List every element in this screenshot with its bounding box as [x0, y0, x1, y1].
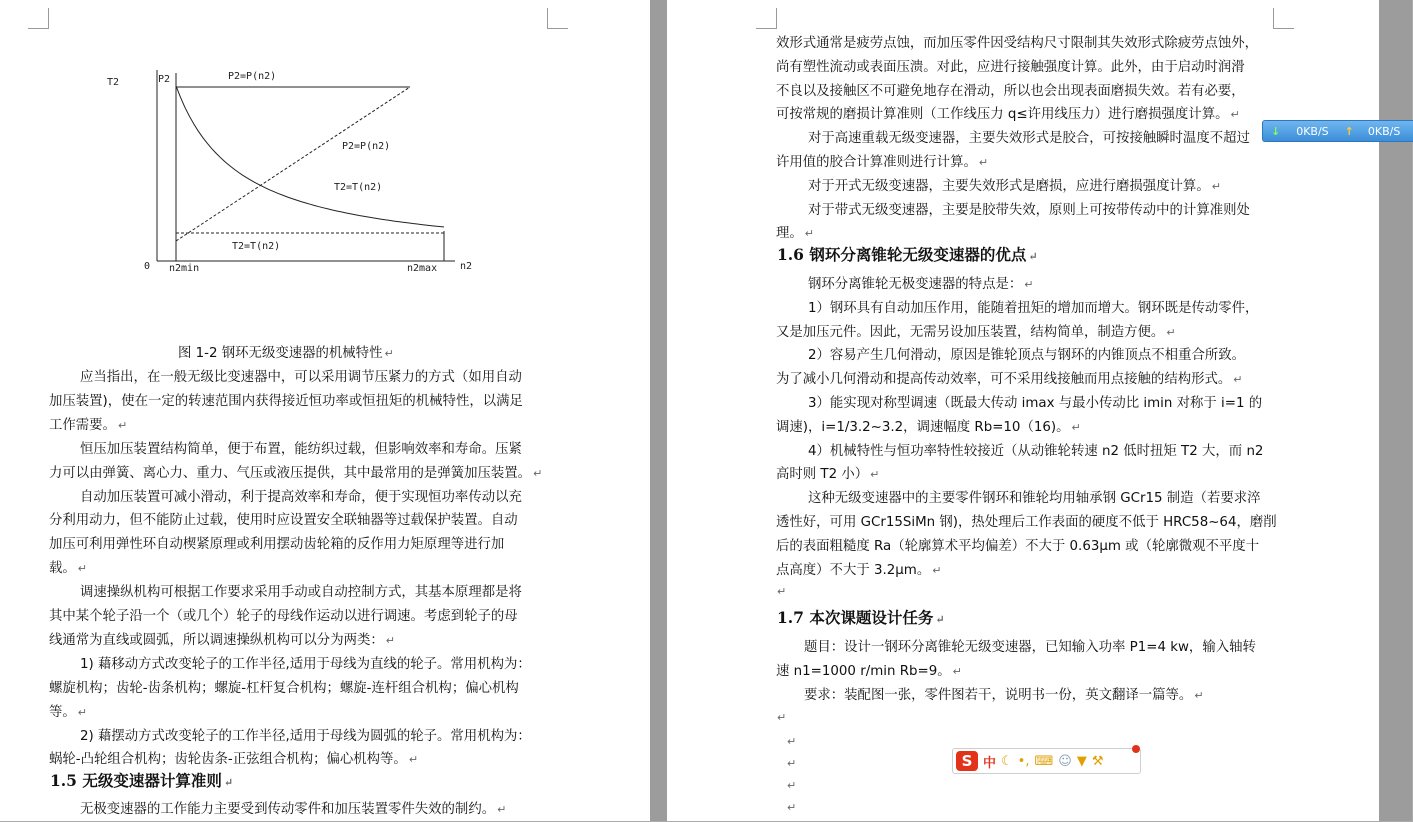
heading-1-5: 1.5 无级变速器计算准则 ↵: [50, 771, 234, 790]
y-label-p2: P2: [158, 74, 171, 85]
text-line: 2）容易产生几何滑动，原因是锥轮顶点与钢环的内锥顶点不相重合所致。: [808, 348, 1246, 364]
text-line: 后的表面粗糙度 Ra（轮廓算术平均偏差）不大于 0.63μm 或（轮廓微观不平度十: [776, 538, 1260, 554]
shirt-icon[interactable]: ▼: [1076, 753, 1087, 769]
crop-mark: [547, 8, 568, 29]
ime-toolbar[interactable]: [952, 748, 1141, 774]
text-line: 尚有塑性流动或表面压溃。对此，应进行接触强度计算。此外，由于启动时润滑: [776, 59, 1245, 75]
text-line: 其中某个轮子沿一个（或几个）轮子的母线作运动以进行调速。考虑到轮子的母: [49, 609, 518, 624]
text-line: 工作需要。 ↵: [49, 417, 128, 433]
text-line: 点高度）不大于 3.2μm。 ↵: [776, 562, 942, 578]
text-line: 2) 藉摆动方式改变轮子的工作半径,适用于母线为圆弧的轮子。常用机构为：: [80, 728, 531, 744]
text-line: 速 n1=1000 r/min Rb=9。 ↵: [776, 663, 962, 679]
label-t2-hyperbola: T2=T(n2): [334, 182, 383, 193]
text-line: 恒压加压装置结构简单，便于布置，能纺织过载，但影响效率和寿命。压紧: [80, 441, 522, 457]
text-line: 力可以由弹簧、离心力、重力、气压或液压提供，其中最常用的是弹簧加压装置。 ↵: [49, 465, 543, 481]
punctuation-icon[interactable]: •,: [1017, 753, 1030, 769]
x-tick-n2min: n2min: [169, 263, 200, 274]
text-line: 线通常为直线或圆弧，所以调速操纵机构可以分为两类： ↵: [49, 632, 395, 648]
y-label-t2: T2: [107, 77, 120, 88]
text-line: 3）能实现对称型调速（既最大传动 imax 与最小传动比 imin 对称于 i=1 的: [808, 396, 1263, 411]
text-line: 对于高速重载无级变速器，主要失效形式是胶合，可按接触瞬时温度不超过: [808, 131, 1250, 147]
text-line: 又是加压元件。因此，无需另设加压装置，结构简单，制造方便。 ↵: [776, 324, 1176, 340]
left-page: [0, 0, 650, 821]
label-p2-constant: P2=P(n2): [228, 71, 277, 82]
text-line: 对于开式无级变速器，主要失效形式是磨损，应进行磨损强度计算。 ↵: [808, 178, 1221, 194]
empty-line: ↵: [787, 757, 797, 770]
text-line: 这种无级变速器中的主要零件钢环和锥轮均用轴承钢 GCr15 制造（若要求淬: [808, 491, 1261, 507]
paragraph-1-5-intro: 无极变速器的工作能力主要受到传动零件和加压装置零件失效的制约。 ↵: [80, 802, 507, 817]
mechanical-characteristic-chart: [107, 55, 500, 285]
keyboard-icon[interactable]: ⌨: [1034, 753, 1054, 769]
text-line: 调速)，i=1/3.2~3.2，调速幅度 Rb=10（16)。 ↵: [776, 419, 1081, 435]
text-line: 应当指出，在一般无级比变速器中，可以采用调节压紧力的方式（如用自动: [80, 370, 522, 385]
text-line: 要求：装配图一张，零件图若干，说明书一份，英文翻译一篇等。 ↵: [804, 687, 1204, 703]
text-line: 分利用动力，但不能防止过载，使用时应设置安全联轴器等过载保护装置。自动: [49, 513, 518, 529]
text-line: 不良以及接触区不可避免地存在滑动，所以也会出现表面磨损失效。若有必要，: [776, 83, 1245, 99]
text-line: 自动加压装置可减小滑动，利于提高效率和寿命，便于实现恒功率传动以充: [80, 489, 522, 505]
upload-arrow-icon: ↑: [1344, 124, 1354, 138]
empty-line: ↵: [787, 779, 797, 792]
wrench-icon[interactable]: ⚒: [1091, 753, 1104, 769]
label-t2-constant: T2=T(n2): [232, 241, 281, 252]
text-line: 透性好，可用 GCr15SiMn 钢)，热处理后工作表面的硬度不低于 HRC58~64，磨削: [776, 515, 1277, 530]
crop-mark: [28, 8, 49, 29]
moon-icon[interactable]: ☾: [1001, 753, 1013, 769]
text-line: 效形式通常是疲劳点蚀，而加压零件因受结构尺寸限制其失效形式除疲劳点蚀外，: [776, 36, 1259, 51]
text-line: 4）机械特性与恒功率特性较接近（从动锥轮转速 n2 低时扭矩 T2 大，而 n2: [808, 443, 1264, 459]
crop-mark: [756, 8, 777, 29]
text-line: 题目：设计一钢环分离锥轮无级变速器，已知输入功率 P1=4 kw，输入轴转: [804, 640, 1256, 655]
notification-dot: [1132, 745, 1140, 753]
text-line: 加压装置)，使在一定的转速范围内获得接近恒功率或恒扭矩的机械特性，以满足: [49, 393, 523, 409]
empty-line: ↵: [787, 735, 797, 748]
series-t2-hyperbola: [176, 86, 444, 227]
heading-1-7: 1.7 本次课题设计任务 ↵: [777, 608, 945, 627]
text-line: 1）钢环具有自动加压作用，能随着扭矩的增加而增大。钢环既是传动零件，: [808, 300, 1259, 316]
x-axis-label: n2: [460, 261, 473, 272]
empty-line: ↵: [777, 585, 787, 598]
user-icon[interactable]: ☺: [1058, 753, 1072, 769]
text-line: 等。 ↵: [49, 704, 87, 720]
text-line: 载。 ↵: [49, 561, 87, 577]
text-line: 调速操纵机构可根据工作要求采用手动或自动控制方式，其基本原理都是将: [80, 585, 522, 601]
page-gutter: [650, 0, 667, 821]
empty-line: ↵: [787, 801, 797, 814]
network-speed-widget[interactable]: [1262, 120, 1413, 142]
x-tick-n2max: n2max: [407, 263, 438, 274]
crop-mark: [1273, 8, 1294, 29]
download-speed: 0KB/S: [1296, 124, 1329, 138]
ime-logo[interactable]: S: [956, 751, 978, 771]
origin-label: 0: [144, 261, 151, 272]
text-line: 理。 ↵: [776, 226, 814, 242]
text-line: 许用值的胶合计算准则进行计算。 ↵: [776, 155, 989, 170]
text-line: 蜗轮-凸轮组合机构；齿轮齿条-正弦组合机构；偏心机构等。 ↵: [49, 752, 419, 768]
text-line: 为了减小几何滑动和提高传动效率，可不采用线接触而用点接触的结构形式。 ↵: [776, 372, 1243, 388]
label-p2-rising: P2=P(n2): [342, 141, 391, 152]
download-arrow-icon: ↓: [1271, 124, 1281, 138]
text-line: 加压可利用弹性环自动楔紧原理或利用摆动齿轮箱的反作用力矩原理等进行加: [49, 537, 505, 553]
figure-caption: 图 1-2 钢环无级变速器的机械特性 ↵: [178, 346, 394, 361]
text-line: 可按常规的磨损计算准则（工作线压力 q≤许用线压力）进行磨损强度计算。 ↵: [776, 107, 1240, 123]
upload-speed: 0KB/S: [1367, 124, 1401, 138]
empty-line: ↵: [777, 711, 787, 724]
text-line: 螺旋机构；齿轮-齿条机构；螺旋-杠杆复合机构；螺旋-连杆组合机构；偏心机构: [49, 680, 519, 696]
text-line: 对于带式无级变速器，主要是胶带失效，原则上可按带传动中的计算准则处: [808, 202, 1250, 218]
text-line: 钢环分离锥轮无极变速器的特点是： ↵: [808, 277, 1034, 292]
text-line: 高时则 T2 小） ↵: [776, 467, 880, 483]
heading-1-6: 1.6 钢环分离锥轮无级变速器的优点 ↵: [777, 245, 1038, 264]
text-line: 1) 藉移动方式改变轮子的工作半径,适用于母线为直线的轮子。常用机构为：: [80, 656, 531, 672]
ime-mode-toggle[interactable]: 中: [983, 755, 997, 771]
